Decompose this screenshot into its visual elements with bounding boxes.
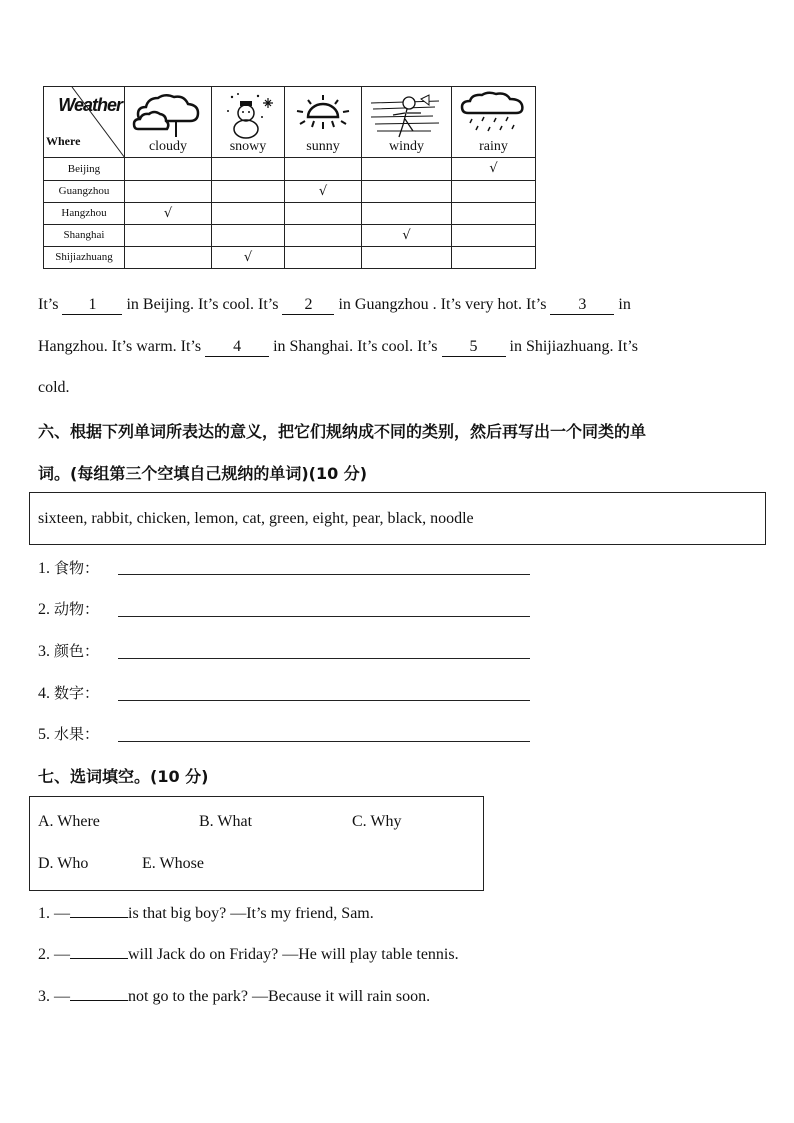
column-label: windy xyxy=(389,139,424,155)
city-label: Hangzhou xyxy=(44,202,125,224)
check-cell xyxy=(285,224,362,246)
check-cell xyxy=(452,180,536,202)
check-cell xyxy=(285,246,362,268)
table-row xyxy=(44,202,536,224)
question-1: 1. — is that big boy? —It’s my friend, Sam. xyxy=(38,905,374,922)
options-box xyxy=(29,796,484,891)
category-answer-line-3[interactable] xyxy=(118,658,530,659)
check-cell xyxy=(125,224,212,246)
category-item-4: 4. 数字： xyxy=(38,684,100,702)
city-label: Guangzhou xyxy=(44,180,125,202)
table-row xyxy=(44,180,536,202)
question-blank-1[interactable] xyxy=(70,903,128,918)
rainy-icon xyxy=(458,91,530,141)
windy-icon xyxy=(369,91,445,143)
corner-where-label: Where xyxy=(46,134,81,149)
check-cell xyxy=(452,202,536,224)
word-bank-text: sixteen, rabbit, chicken, lemon, cat, green, eight, pear, black, noodle xyxy=(38,510,474,527)
category-item-1: 1. 食物： xyxy=(38,559,100,577)
city-label: Shijiazhuang xyxy=(44,246,125,268)
category-answer-line-5[interactable] xyxy=(118,741,530,742)
check-cell xyxy=(285,158,362,180)
sunny-icon xyxy=(290,91,356,141)
check-cell: √ xyxy=(212,246,285,268)
check-cell xyxy=(125,246,212,268)
section6-title-line2: 词。(每组第三个空填自己规纳的单词)(10 分) xyxy=(38,464,368,483)
check-cell xyxy=(125,180,212,202)
passage-line-3: cold. xyxy=(38,379,70,396)
option-a: A. Where xyxy=(38,813,100,830)
column-header-windy xyxy=(362,87,452,158)
corner-weather-label: Weather xyxy=(58,95,122,115)
passage-line-2: Hangzhou. It’s warm. It’s 4 in Shanghai. It’s cool. It’s 5 in Shijiazhuang. It’s xyxy=(38,338,638,355)
check-cell xyxy=(125,158,212,180)
check-cell xyxy=(362,180,452,202)
check-cell xyxy=(212,158,285,180)
category-item-3: 3. 颜色： xyxy=(38,642,100,660)
check-cell xyxy=(452,246,536,268)
check-cell xyxy=(452,224,536,246)
check-cell: √ xyxy=(285,180,362,202)
check-cell: √ xyxy=(452,158,536,180)
category-answer-line-2[interactable] xyxy=(118,616,530,617)
category-answer-line-4[interactable] xyxy=(118,700,530,701)
city-label: Beijing xyxy=(44,158,125,180)
answer-blank-3[interactable]: 3 xyxy=(550,296,614,315)
answer-blank-2[interactable]: 2 xyxy=(282,296,334,315)
check-cell xyxy=(285,202,362,224)
column-header-rainy xyxy=(452,87,536,158)
check-cell xyxy=(362,246,452,268)
table-row xyxy=(44,224,536,246)
category-answer-line-1[interactable] xyxy=(118,574,530,575)
passage-line-1: It’s 1 in Beijing. It’s cool. It’s 2 in Guangzhou . It’s very hot. It’s 3 in xyxy=(38,296,631,313)
option-e: E. Whose xyxy=(142,855,204,872)
snowy-icon xyxy=(218,91,278,141)
column-header-sunny xyxy=(285,87,362,158)
check-cell: √ xyxy=(362,224,452,246)
answer-blank-5[interactable]: 5 xyxy=(442,338,506,357)
check-cell xyxy=(212,180,285,202)
section7-title: 七、选词填空。(10 分) xyxy=(38,767,209,786)
city-label: Shanghai xyxy=(44,224,125,246)
check-cell xyxy=(362,158,452,180)
table-row xyxy=(44,246,536,268)
category-item-2: 2. 动物： xyxy=(38,600,100,618)
option-d: D. Who xyxy=(38,855,89,872)
category-item-5: 5. 水果： xyxy=(38,725,100,743)
column-label: cloudy xyxy=(148,139,188,155)
question-blank-2[interactable] xyxy=(70,944,128,959)
check-cell: √ xyxy=(125,202,212,224)
answer-blank-4[interactable]: 4 xyxy=(205,338,269,357)
table-corner-cell xyxy=(44,87,125,158)
column-label: snowy xyxy=(229,139,267,155)
table-row xyxy=(44,158,536,180)
question-2: 2. — will Jack do on Friday? —He will play table tennis. xyxy=(38,946,459,963)
column-header-cloudy xyxy=(125,87,212,158)
option-b: B. What xyxy=(199,813,253,830)
column-label: rainy xyxy=(479,139,508,155)
column-label: sunny xyxy=(306,139,340,155)
weather-table xyxy=(43,86,536,269)
section6-title-line1: 六、根据下列单词所表达的意义，把它们规纳成不同的类别，然后再写出一个同类的单 xyxy=(38,422,647,441)
check-cell xyxy=(212,202,285,224)
option-c: C. Why xyxy=(352,813,402,830)
check-cell xyxy=(212,224,285,246)
cloudy-icon xyxy=(132,91,204,141)
question-3: 3. — not go to the park? —Because it will rain soon. xyxy=(38,988,431,1005)
answer-blank-1[interactable]: 1 xyxy=(62,296,122,315)
column-header-snowy xyxy=(212,87,285,158)
check-cell xyxy=(362,202,452,224)
question-blank-3[interactable] xyxy=(70,986,128,1001)
